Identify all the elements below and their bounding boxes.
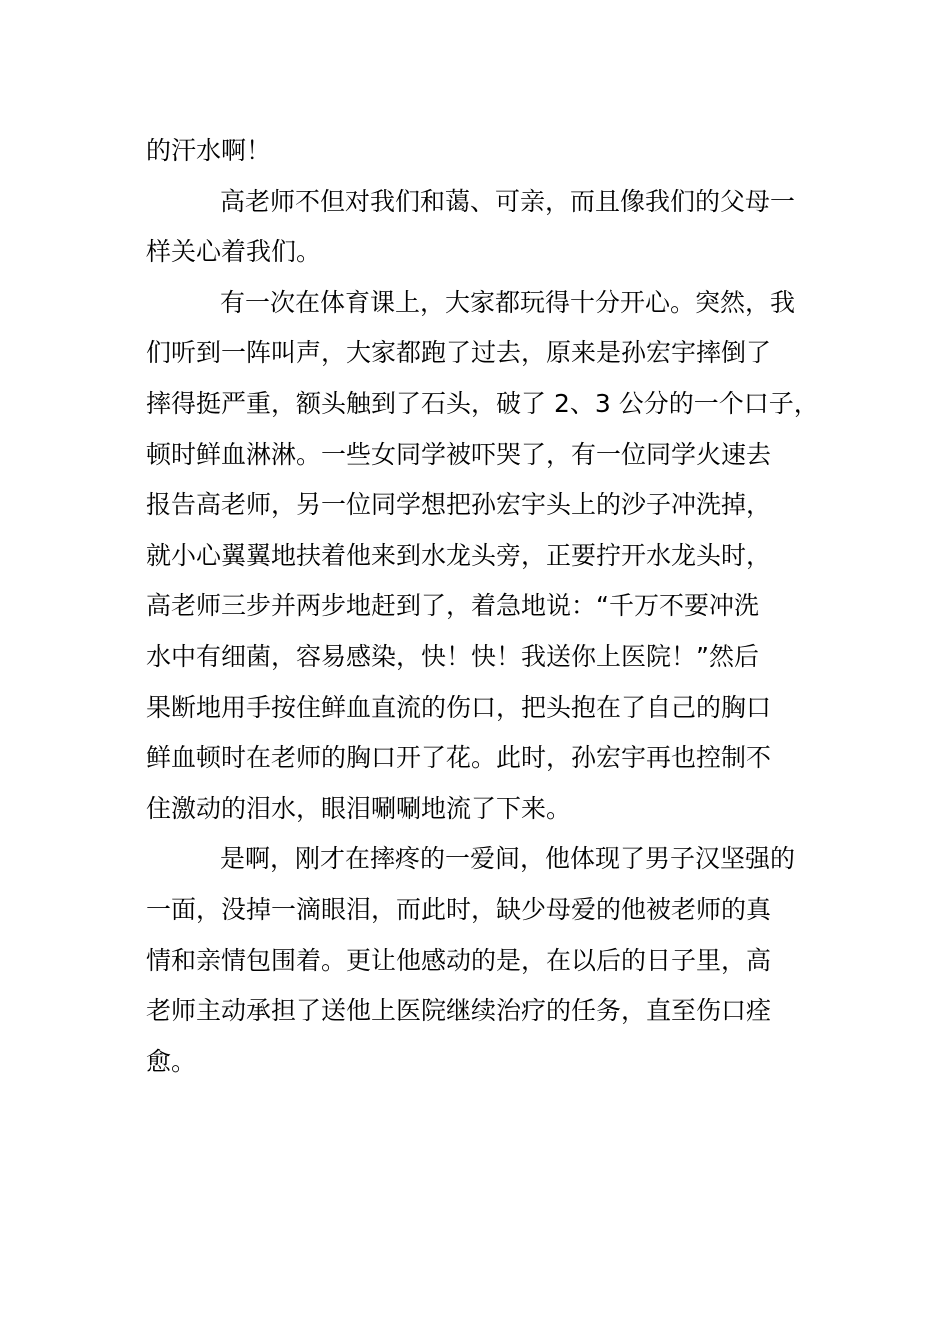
text-line: 高老师三步并两步地赶到了，着急地说：“千万不要冲洗: [146, 591, 759, 621]
text-line: 摔得挺严重，额头触到了石头，破了 2、3 公分的一个口子，: [146, 388, 819, 418]
text-line: 愈。: [146, 1046, 197, 1076]
text-line: 一面，没掉一滴眼泪，而此时，缺少母爱的他被老师的真: [146, 894, 772, 924]
text-line: 就小心翼翼地扶着他来到水龙头旁，正要拧开水龙头时，: [146, 540, 772, 570]
text-line: 是啊，刚才在摔疼的一爱间，他体现了男子汉坚强的: [220, 844, 796, 874]
text-line: 的汗水啊！: [146, 136, 272, 165]
text-line: 水中有细菌，容易感染，快！快！我送你上医院！”然后: [146, 641, 759, 671]
text-line: 情和亲情包围着。更让他感动的是，在以后的日子里，高: [146, 945, 772, 975]
text-line: 有一次在体育课上，大家都玩得十分开心。突然，我: [220, 287, 796, 317]
text-line: 果断地用手按住鲜血直流的伤口，把头抱在了自己的胸口: [146, 692, 772, 722]
text-line: 样关心着我们。: [146, 237, 322, 267]
text-line: 顿时鲜血淋淋。一些女同学被吓哭了，有一位同学火速去: [146, 439, 772, 469]
text-line: 鲜血顿时在老师的胸口开了花。此时，孙宏宇再也控制不: [146, 743, 772, 773]
text-line: 报告高老师，另一位同学想把孙宏宇头上的沙子冲洗掉，: [146, 490, 772, 520]
text-line: 住激动的泪水，眼泪唰唰地流了下来。: [146, 793, 572, 823]
text-line: 们听到一阵叫声，大家都跑了过去，原来是孙宏宇摔倒了: [146, 338, 772, 368]
text-line: 高老师不但对我们和蔼、可亲，而且像我们的父母一: [220, 186, 796, 216]
text-line: 老师主动承担了送他上医院继续治疗的任务，直至伤口痊: [146, 996, 772, 1026]
document-body: [146, 126, 826, 1087]
